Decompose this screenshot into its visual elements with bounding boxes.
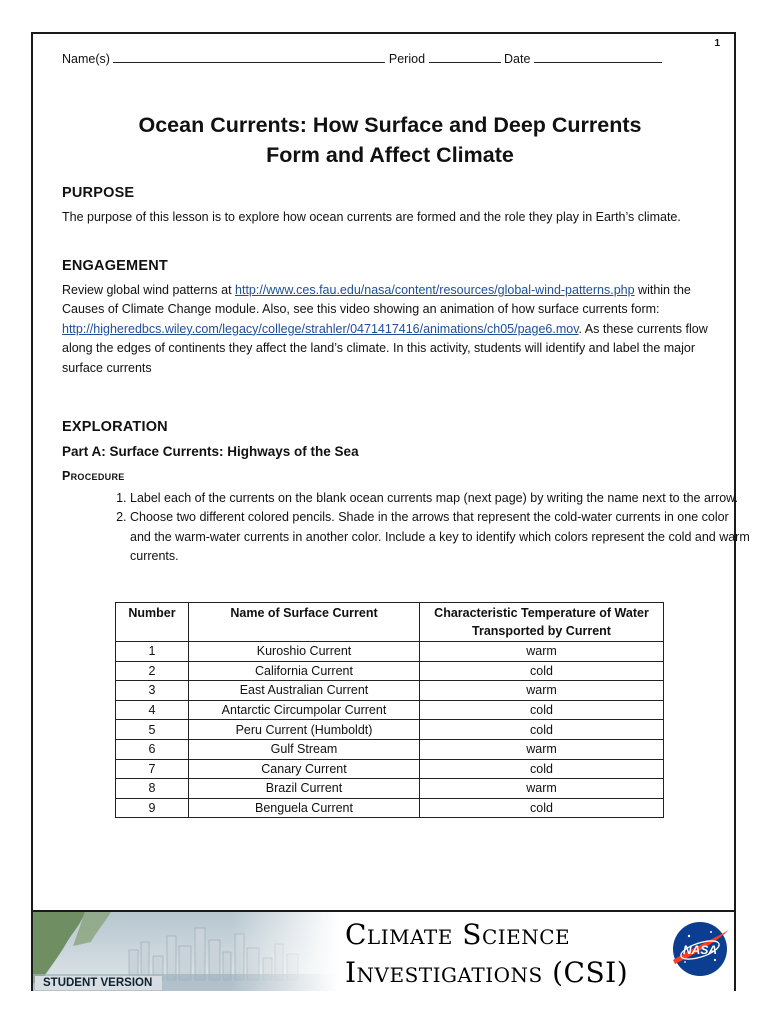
cell-temperature: warm xyxy=(420,681,664,701)
cell-temperature: cold xyxy=(420,759,664,779)
program-title-line-1: Climate Science xyxy=(345,918,571,951)
cell-number: 7 xyxy=(116,759,189,779)
cell-temperature: warm xyxy=(420,779,664,799)
cell-number: 1 xyxy=(116,642,189,662)
table-row xyxy=(116,681,664,701)
cell-number: 4 xyxy=(116,700,189,720)
wind-patterns-link[interactable]: http://www.ces.fau.edu/nasa/content/resources/global-wind-patterns.php xyxy=(235,283,635,297)
cell-number: 6 xyxy=(116,739,189,759)
engagement-heading: ENGAGEMENT xyxy=(62,258,168,274)
document-title xyxy=(40,110,740,170)
cell-temperature: cold xyxy=(420,700,664,720)
cell-current: California Current xyxy=(189,661,420,681)
table-row xyxy=(116,798,664,818)
name-blank[interactable] xyxy=(113,52,385,63)
cell-temperature: cold xyxy=(420,798,664,818)
procedure-heading: Procedure xyxy=(62,469,125,483)
engagement-text xyxy=(62,281,722,378)
cell-temperature: cold xyxy=(420,661,664,681)
title-line-1: Ocean Currents: How Surface and Deep Currents xyxy=(138,113,642,137)
cell-current: Benguela Current xyxy=(189,798,420,818)
procedure-step: 2. Choose two different colored pencils. Shade in the arrows that represent the cold-water currents in one color and the warm-water currents in another color. Include a key to identify which colors represent the cold and warm currents. xyxy=(130,508,750,566)
engagement-text-part-3: . As these currents flow along the edges of continents they affect the land’s climate. In this activity, students will identify and label the major surface currents xyxy=(62,321,708,375)
period-label: Period xyxy=(388,52,426,66)
period-blank[interactable] xyxy=(429,52,501,63)
table-row xyxy=(116,642,664,662)
table-header-row xyxy=(116,603,664,642)
program-title-line-2: Investigations (CSI) xyxy=(345,956,629,989)
header-temperature: Characteristic Temperature of Water Transported by Current xyxy=(420,603,664,642)
cell-current: Kuroshio Current xyxy=(189,642,420,662)
header-current-name: Name of Surface Current xyxy=(189,603,420,642)
cell-current: Antarctic Circumpolar Current xyxy=(189,700,420,720)
cell-number: 8 xyxy=(116,779,189,799)
cell-number: 3 xyxy=(116,681,189,701)
video-link[interactable]: http://higheredbcs.wiley.com/legacy/college/strahler/0471417416/animations/ch05/page6.mov xyxy=(62,321,579,336)
footer-banner xyxy=(33,910,734,991)
program-title xyxy=(345,916,628,991)
procedure-step: 1. Label each of the currents on the blank ocean currents map (next page) by writing the name next to the arrow. xyxy=(130,489,750,508)
nasa-logo xyxy=(667,916,733,982)
cell-current: Gulf Stream xyxy=(189,739,420,759)
cell-current: East Australian Current xyxy=(189,681,420,701)
date-blank[interactable] xyxy=(534,52,662,63)
exploration-heading: EXPLORATION xyxy=(62,419,168,435)
part-a-heading: Part A: Surface Currents: Highways of the Sea xyxy=(62,444,359,459)
engagement-text-part-2: within the Causes of Climate Change module. Also, see this video showing an animation of how surface currents form: xyxy=(62,283,691,317)
cell-number: 9 xyxy=(116,798,189,818)
name-period-date-line xyxy=(62,52,662,66)
nasa-logo-text: NASA xyxy=(682,943,718,957)
cell-number: 2 xyxy=(116,661,189,681)
procedure-list xyxy=(92,489,750,567)
name-label: Name(s) xyxy=(62,52,110,66)
table-row xyxy=(116,720,664,740)
table-row xyxy=(116,700,664,720)
cell-current: Peru Current (Humboldt) xyxy=(189,720,420,740)
page-number: 1 xyxy=(714,38,720,49)
table-row xyxy=(116,759,664,779)
table-row xyxy=(116,779,664,799)
purpose-heading: PURPOSE xyxy=(62,185,135,201)
surface-currents-table xyxy=(115,602,664,818)
cell-number: 5 xyxy=(116,720,189,740)
cell-temperature: cold xyxy=(420,720,664,740)
student-version-label: STUDENT VERSION xyxy=(35,976,162,990)
cell-current: Canary Current xyxy=(189,759,420,779)
header-number: Number xyxy=(116,603,189,642)
cell-current: Brazil Current xyxy=(189,779,420,799)
date-label: Date xyxy=(504,52,531,66)
cell-temperature: warm xyxy=(420,739,664,759)
table-row xyxy=(116,661,664,681)
title-line-2: Form and Affect Climate xyxy=(266,143,514,167)
engagement-text-part-1: Review global wind patterns at xyxy=(62,283,236,297)
purpose-text: The purpose of this lesson is to explore how ocean currents are formed and the role they play in Earth’s climate. xyxy=(62,210,681,224)
cell-temperature: warm xyxy=(420,642,664,662)
table-row xyxy=(116,739,664,759)
